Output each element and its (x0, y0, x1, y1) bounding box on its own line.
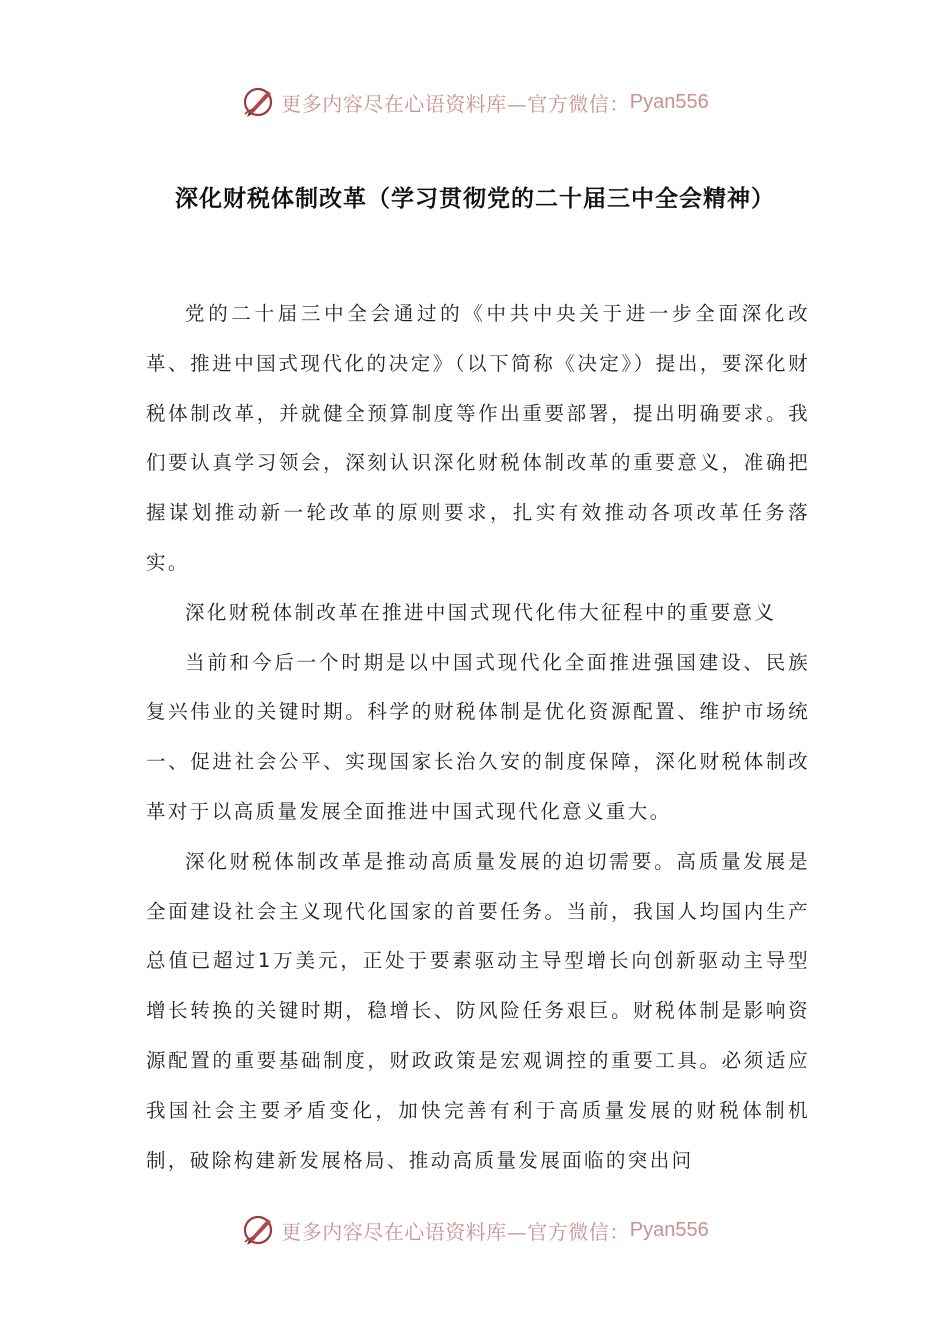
header-banner (0, 80, 950, 124)
document-body (146, 289, 810, 1185)
pen-logo-icon (241, 1212, 277, 1248)
footer-banner (0, 1208, 950, 1252)
document-title: 深化财税体制改革（学习贯彻党的二十届三中全会精神） (175, 186, 775, 212)
banner-text: 更多内容尽在心语资料库—官方微信： (281, 1219, 630, 1244)
banner-text: 更多内容尽在心语资料库—官方微信： (281, 91, 630, 116)
paragraph-high-quality: 深化财税体制改革是推动高质量发展的迫切需要。高质量发展是全面建设社会主义现代化国家的首要任务。当前，我国人均国内生产总值已超过1万美元，正处于要素驱动主导型增长向创新驱动主导型增长转换的关键时期，稳增长、防风险任务艰巨。财税体制是影响资源配置的重要基础制度，财政政策是宏观调控的重要工具。必须适应我国社会主要矛盾变化，加快完善有利于高质量发展的财税体制机制，破除构建新发展格局、推动高质量发展面临的突出问 (146, 849, 810, 1172)
wechat-id: Pyan556 (629, 1218, 709, 1241)
paragraph-intro: 党的二十届三中全会通过的《中共中央关于进一步全面深化改革、推进中国式现代化的决定》（以下简称《决定》）提出，要深化财税体制改革，并就健全预算制度等作出重要部署，提出明确要求。我们要认真学习领会，深刻认识深化财税体制改革的重要意义，准确把握谋划推动新一轮改革的原则要求，扎实有效推动各项改革任务落实。 (146, 302, 810, 574)
paragraph-context: 当前和今后一个时期是以中国式现代化全面推进强国建设、民族复兴伟业的关键时期。科学的财税体制是优化资源配置、维护市场统一、促进社会公平、实现国家长治久安的制度保障，深化财税体制改革对于以高质量发展全面推进中国式现代化意义重大。 (146, 650, 810, 823)
pen-logo-icon (241, 84, 277, 120)
section-heading: 深化财税体制改革在推进中国式现代化伟大征程中的重要意义 (185, 600, 777, 624)
wechat-id: Pyan556 (629, 90, 709, 113)
